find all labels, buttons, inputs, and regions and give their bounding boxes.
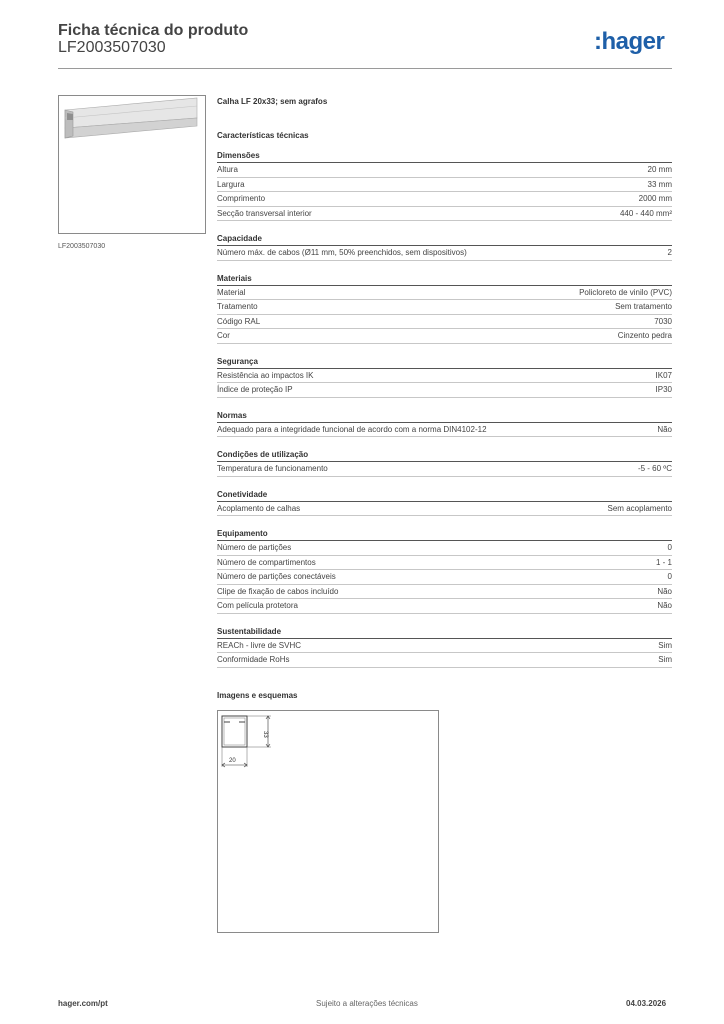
spec-row [217, 462, 672, 477]
spec-section [217, 356, 672, 398]
spec-section [217, 449, 672, 477]
product-title: Calha LF 20x33; sem agrafos [217, 97, 328, 106]
width-dimension-label: 20 [229, 758, 236, 764]
spec-row [217, 585, 672, 600]
spec-row [217, 556, 672, 571]
section-title: Capacidade [217, 233, 672, 246]
spec-label: Conformidade RoHs [217, 655, 290, 664]
spec-sections [217, 150, 672, 668]
cross-section-drawing-icon [218, 711, 438, 932]
spec-row [217, 178, 672, 193]
spec-value: Policloreto de vinilo (PVC) [579, 287, 672, 297]
footer-website[interactable]: hager.com/pt [58, 999, 108, 1008]
spec-section [217, 233, 672, 261]
spec-section [217, 489, 672, 517]
spec-row [217, 383, 672, 398]
spec-row [217, 163, 672, 178]
spec-section [217, 528, 672, 614]
header-divider [58, 68, 672, 69]
section-title: Conetividade [217, 489, 672, 502]
product-code: LF2003507030 [58, 39, 166, 56]
spec-value: Sem acoplamento [607, 503, 672, 513]
spec-label: Código RAL [217, 316, 261, 326]
spec-value: IP30 [655, 385, 672, 394]
spec-label: Tratamento [217, 302, 258, 311]
spec-row [217, 599, 672, 614]
spec-label: Cor [217, 331, 230, 340]
spec-section [217, 150, 672, 221]
spec-row [217, 653, 672, 668]
image-caption: LF2003507030 [58, 243, 106, 250]
spec-label: Temperatura de funcionamento [217, 464, 328, 473]
section-title: Sustentabilidade [217, 626, 672, 639]
spec-value: 33 mm [647, 179, 672, 189]
spec-row [217, 502, 672, 517]
spec-section [217, 273, 672, 344]
spec-row [217, 286, 672, 301]
spec-row [217, 246, 672, 261]
spec-value: Cinzento pedra [617, 331, 672, 340]
spec-value: 2000 mm [638, 194, 672, 203]
spec-label: Secção transversal interior [217, 208, 312, 218]
section-title: Segurança [217, 356, 672, 369]
spec-value: Não [657, 601, 672, 610]
spec-label: Acoplamento de calhas [217, 503, 301, 513]
spec-label: Material [217, 287, 246, 297]
spec-value: 7030 [654, 316, 672, 326]
section-title: Materiais [217, 273, 672, 286]
spec-label: Com película protetora [217, 601, 298, 610]
spec-value: 2 [667, 248, 672, 257]
spec-value: -5 - 60 ºC [637, 464, 672, 473]
spec-label: Número de compartimentos [217, 557, 316, 567]
page-title: Ficha técnica do produto [58, 22, 249, 39]
spec-row [217, 639, 672, 654]
spec-value: 440 - 440 mm² [619, 208, 672, 218]
spec-label: REACh - livre de SVHC [217, 640, 302, 650]
spec-row [217, 329, 672, 344]
spec-label: Adequado para a integridade funcional de acordo com a norma DIN4102-12 [217, 424, 487, 434]
spec-label: Comprimento [217, 194, 266, 203]
technical-drawing [217, 710, 439, 933]
spec-value: 20 mm [647, 165, 672, 174]
spec-row [217, 300, 672, 315]
trunking-illustration-icon [59, 96, 205, 233]
spec-label: Clipe de fixação de cabos incluído [217, 586, 339, 596]
product-image [58, 95, 206, 234]
spec-label: Número máx. de cabos (Ø11 mm, 50% preenchidos, sem dispositivos) [217, 248, 467, 257]
section-title: Condições de utilização [217, 449, 672, 462]
spec-label: Resistência ao impactos IK [217, 370, 314, 380]
spec-row [217, 207, 672, 222]
spec-value: Não [657, 424, 672, 434]
spec-value: 1 - 1 [655, 557, 672, 567]
technical-characteristics-title: Características técnicas [217, 131, 309, 140]
images-title: Imagens e esquemas [217, 691, 298, 700]
spec-label: Largura [217, 179, 245, 189]
spec-row [217, 423, 672, 438]
product-details [217, 96, 672, 668]
spec-value: Sim [658, 640, 672, 650]
spec-value: Sem tratamento [615, 302, 672, 311]
spec-label: Altura [217, 165, 238, 174]
spec-value: 0 [667, 543, 672, 552]
spec-label: Número de partições [217, 543, 292, 552]
spec-row [217, 369, 672, 384]
spec-row [217, 570, 672, 585]
spec-section [217, 626, 672, 668]
footer-date: 04.03.2026 [626, 999, 667, 1008]
section-title: Equipamento [217, 528, 672, 541]
footer-note: Sujeito a alterações técnicas [316, 999, 418, 1008]
spec-row [217, 315, 672, 330]
hager-logo: :hager [594, 28, 665, 55]
spec-value: Sim [658, 655, 672, 664]
spec-value: IK07 [655, 370, 672, 380]
section-title: Dimensões [217, 150, 672, 163]
spec-label: Número de partições conectáveis [217, 572, 336, 581]
spec-value: Não [657, 586, 672, 596]
spec-value: 0 [667, 572, 672, 581]
spec-label: Índice de proteção IP [217, 385, 293, 394]
spec-section [217, 410, 672, 438]
height-dimension-label: 33 [262, 731, 268, 738]
spec-row [217, 541, 672, 556]
spec-row [217, 192, 672, 207]
section-title: Normas [217, 410, 672, 423]
